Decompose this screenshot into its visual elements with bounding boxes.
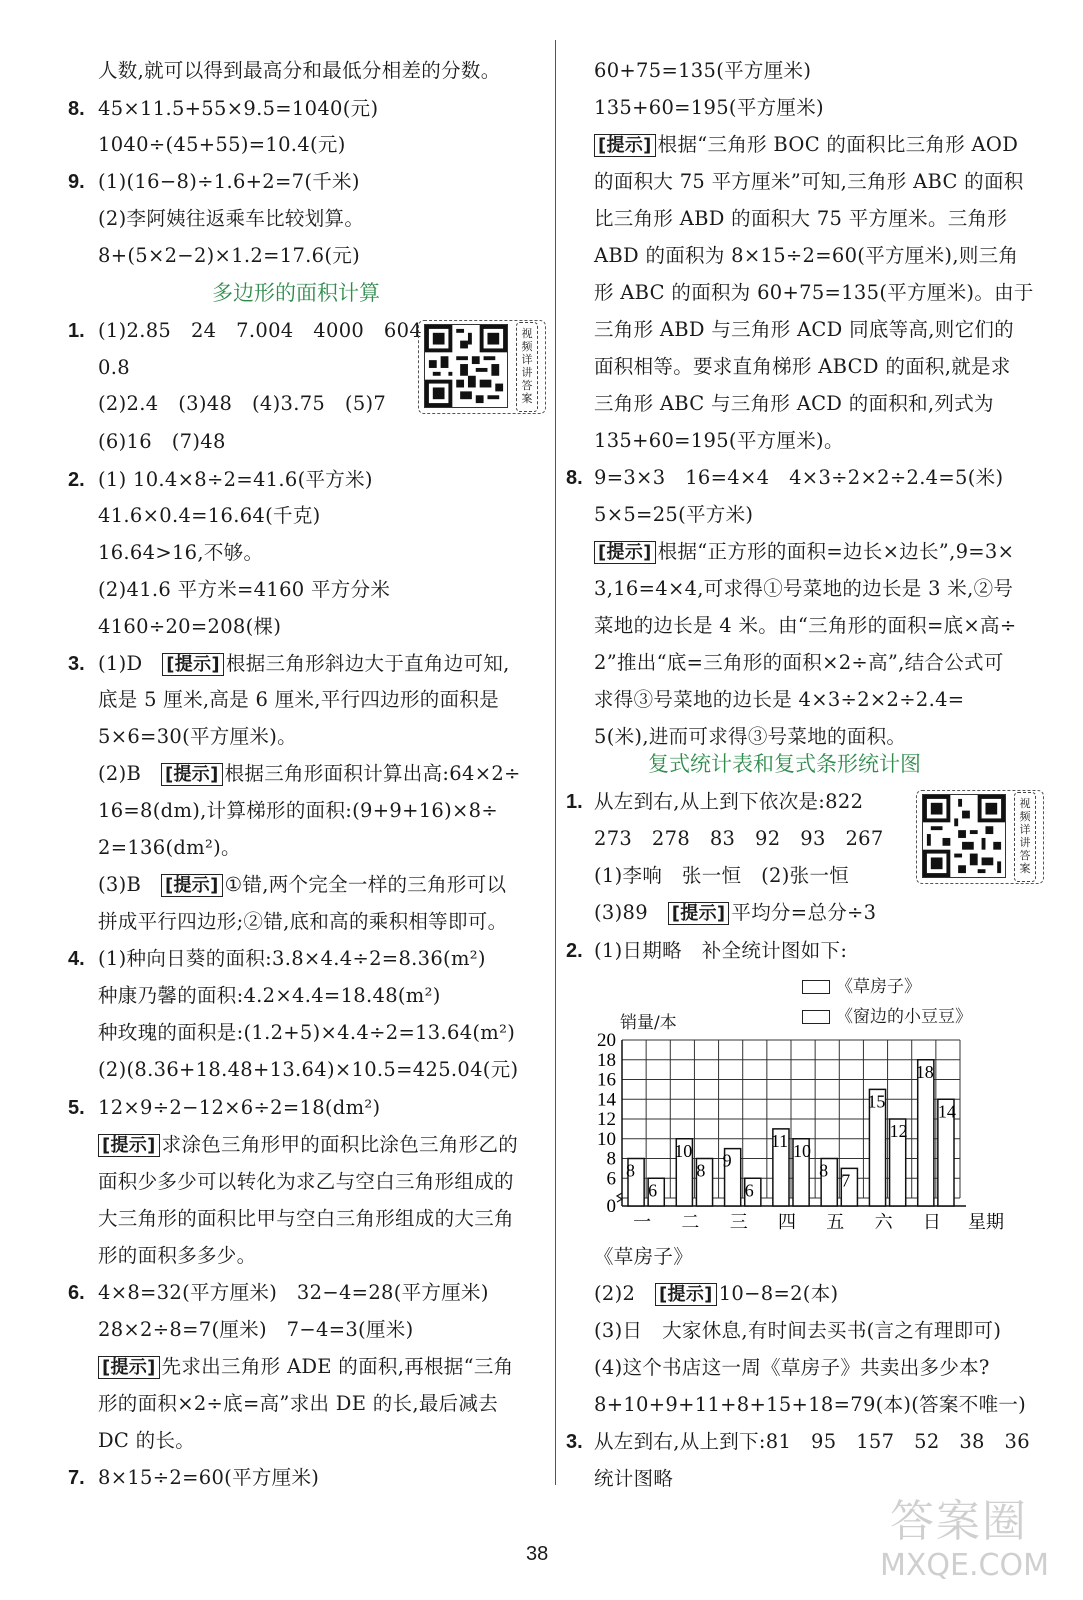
hint-line [98, 1354, 513, 1380]
section-title: 多边形的面积计算 [212, 281, 380, 305]
text-line: 3,16=4×4,可求得①号菜地的边长是 3 米,②号 [594, 577, 1014, 600]
answer-text: (2)2 [594, 1282, 656, 1305]
text-line: 比三角形 ABD 的面积大 75 平方厘米。三角形 [594, 207, 1008, 230]
text-line: (1)(16−8)÷1.6+2=7(千米) [98, 170, 360, 193]
hint-label: [提示] [161, 874, 223, 897]
hint-text: 先求出三角形 ADE 的面积,再根据“三角 [161, 1355, 514, 1378]
question-number: 1. [68, 320, 85, 342]
text-line: 4160÷20=208(棵) [98, 615, 282, 638]
bar-label: 8 [626, 1160, 635, 1181]
text-line: (3)日 大家休息,有时间去买书(言之有理即可) [594, 1319, 1002, 1342]
text-line: 大三角形的面积比甲与空白三角形组成的大三角 [98, 1207, 514, 1230]
text-line: 135+60=195(平方厘米) [594, 96, 824, 119]
x-tick-label: 一 [633, 1212, 652, 1233]
text-line: (2)41.6 平方米=4160 平方分米 [98, 578, 391, 601]
qr-code-icon [424, 324, 508, 408]
qr-label: 视频详讲答案 [516, 322, 538, 412]
text-line: (1)种向日葵的面积:3.8×4.4÷2=8.36(m²) [98, 947, 486, 970]
y-tick-label: 12 [597, 1109, 616, 1130]
question-number: 2. [68, 469, 85, 491]
text-line: 形的面积多多少。 [98, 1244, 257, 1267]
text-line: 人数,就可以得到最高分和最低分相差的分数。 [98, 59, 501, 82]
text-line: (1)李响 张一恒 (2)张一恒 [594, 864, 850, 887]
text-line: 2”推出“底=三角形的面积×2÷高”,结合公式可 [594, 651, 1004, 674]
hint-label: [提示] [594, 134, 656, 157]
chart-ylabel: 销量/本 [620, 1013, 677, 1033]
y-tick-label: 10 [597, 1128, 616, 1150]
question-number: 1. [566, 791, 583, 813]
text-line: 拼成平行四边形;②错,底和高的乘积相等即可。 [98, 910, 508, 933]
question-number: 9. [68, 171, 85, 193]
question-number: 6. [68, 1282, 85, 1304]
bar-label: 8 [819, 1160, 829, 1181]
question-number: 7. [68, 1467, 85, 1489]
text-line: 种玫瑰的面积是:(1.2+5)×4.4÷2=13.64(m²) [98, 1021, 516, 1044]
page-number: 38 [526, 1543, 549, 1565]
y-tick-label: 0 [606, 1196, 616, 1217]
qr-label: 视频详讲答案 [1014, 792, 1036, 882]
text-line: 60+75=135(平方厘米) [594, 59, 812, 82]
y-tick-label: 8 [606, 1148, 616, 1170]
text-line: 1040÷(45+55)=10.4(元) [98, 133, 346, 156]
text-line: 273 278 83 92 93 267 [594, 827, 884, 850]
watermark-url: MXQE.COM [880, 1548, 1049, 1583]
legend-swatch-icon [802, 1010, 830, 1024]
bar-label: 15 [867, 1091, 886, 1112]
text-line: 种康乃馨的面积:4.2×4.4=18.48(m²) [98, 984, 441, 1007]
text-line: 从左到右,从上到下:81 95 157 52 38 36 [594, 1430, 1030, 1453]
bar-label: 14 [937, 1101, 956, 1122]
text-line: 形 ABC 的面积为 60+75=135(平方厘米)。由于 [594, 281, 1034, 304]
answer-text: (3)89 [594, 901, 668, 924]
text-line: 135+60=195(平方厘米)。 [594, 429, 844, 452]
y-tick-label: 6 [606, 1168, 616, 1190]
hint-line [594, 900, 876, 926]
hint-label: [提示] [594, 541, 656, 564]
text-line: (1)日期略 补全统计图如下: [594, 939, 848, 962]
text-line: 《草房子》 [594, 1245, 694, 1268]
text-line: 16=8(dm),计算梯形的面积:(9+9+16)×8÷ [98, 799, 499, 822]
x-tick-label: 二 [681, 1212, 700, 1233]
x-tick-label: 六 [874, 1212, 893, 1233]
text-line: 求得③号菜地的边长是 4×3÷2×2÷2.4= [594, 688, 965, 711]
text-line: 从左到右,从上到下依次是:822 [594, 790, 864, 813]
column-divider [555, 40, 556, 1485]
bar-label: 10 [674, 1140, 693, 1161]
text-line: 三角形 ABC 与三角形 ACD 的面积和,列式为 [594, 392, 994, 415]
y-tick-label: 18 [597, 1049, 616, 1071]
y-tick-label: 20 [597, 1030, 616, 1051]
x-tick-label: 四 [778, 1212, 796, 1233]
text-line: 4×8=32(平方厘米) 32−4=28(平方厘米) [98, 1281, 489, 1304]
hint-text: 根据“三角形 BOC 的面积比三角形 AOD [657, 133, 1019, 156]
hint-line [98, 651, 510, 677]
bar-label: 8 [696, 1160, 706, 1181]
question-number: 3. [68, 653, 85, 675]
text-line: 9=3×3 16=4×4 4×3÷2×2÷2.4=5(米) [594, 466, 1004, 489]
text-line: 2=136(dm²)。 [98, 836, 241, 859]
hint-text: ①错,两个完全一样的三角形可以 [224, 873, 507, 896]
x-tick-label: 日 [922, 1212, 941, 1233]
hint-label: [提示] [161, 763, 223, 786]
question-number: 8. [566, 467, 583, 489]
answer-text: (3)B [98, 873, 161, 896]
text-line: 8×15÷2=60(平方厘米) [98, 1466, 320, 1489]
question-number: 4. [68, 948, 85, 970]
text-line: (1)2.85 24 7.004 4000 604 [98, 319, 423, 342]
watermark-logo: 答案圈 [890, 1496, 1028, 1547]
bar-label: 7 [841, 1170, 851, 1191]
text-line: 5(米),进而可求得③号菜地的面积。 [594, 725, 907, 748]
text-line: (2)(8.36+18.48+13.64)×10.5=425.04(元) [98, 1058, 519, 1081]
text-line: 的面积大 75 平方厘米”可知,三角形 ABC 的面积 [594, 170, 1024, 193]
text-line: 5×5=25(平方米) [594, 503, 754, 526]
legend-label: 《草房子》 [836, 977, 921, 997]
text-line: (6)16 (7)48 [98, 430, 226, 453]
text-line: 8+10+9+11+8+15+18=79(本)(答案不唯一) [594, 1393, 1027, 1416]
section-title: 复式统计表和复式条形统计图 [648, 752, 921, 776]
legend-swatch-icon [802, 980, 830, 994]
hint-label: [提示] [655, 1283, 717, 1306]
hint-label: [提示] [668, 902, 730, 925]
text-line: 底是 5 厘米,高是 6 厘米,平行四边形的面积是 [98, 688, 500, 711]
y-tick-label: 14 [597, 1089, 616, 1111]
x-tick-label: 五 [826, 1212, 845, 1233]
text-line: (2)李阿姨往返乘车比较划算。 [98, 207, 365, 230]
text-line: DC 的长。 [98, 1429, 196, 1452]
hint-label: [提示] [162, 653, 224, 676]
answer-text: (1)D [98, 652, 163, 675]
text-line: 菜地的边长是 4 米。由“三角形的面积=底×高÷ [594, 614, 1017, 637]
hint-label: [提示] [98, 1356, 160, 1379]
text-line: 统计图略 [594, 1467, 674, 1490]
text-line: 5×6=30(平方厘米)。 [98, 725, 297, 748]
question-number: 8. [68, 98, 85, 120]
hint-text: 求涂色三角形甲的面积比涂色三角形乙的 [161, 1133, 519, 1156]
text-line: 面积相等。要求直角梯形 ABCD 的面积,就是求 [594, 355, 1011, 378]
x-tick-label: 三 [729, 1212, 748, 1233]
chart-xlabel: 星期 [968, 1212, 1004, 1233]
legend-item-2 [802, 1002, 972, 1027]
hint-line [594, 132, 1018, 158]
legend-label: 《窗边的小豆豆》 [836, 1007, 972, 1027]
hint-label: [提示] [98, 1134, 160, 1157]
hint-text: 根据三角形斜边大于直角边可知, [225, 652, 510, 675]
question-number: 3. [566, 1431, 583, 1453]
y-tick-label: 16 [597, 1069, 616, 1091]
bar-label: 12 [889, 1121, 908, 1141]
bar-label: 10 [793, 1140, 811, 1161]
text-line: 面积少多少可以转化为求乙与空白三角形组成的 [98, 1170, 514, 1193]
hint-line [98, 761, 521, 787]
text-line: 三角形 ABD 与三角形 ACD 同底等高,则它们的 [594, 318, 1014, 341]
hint-line [98, 872, 506, 898]
text-line: (1) 10.4×8÷2=41.6(平方米) [98, 468, 373, 491]
bar-chart [580, 1026, 1004, 1233]
text-line: ABD 的面积为 8×15÷2=60(平方厘米),则三角 [594, 244, 1019, 267]
question-number: 2. [566, 940, 583, 962]
text-line: 41.6×0.4=16.64(千克) [98, 504, 321, 527]
bar-label: 18 [915, 1061, 934, 1082]
hint-line [98, 1132, 518, 1158]
bar-label: 9 [722, 1150, 732, 1171]
text-line: 16.64>16,不够。 [98, 541, 264, 564]
text-line: 12×9÷2−12×6÷2=18(dm²) [98, 1096, 381, 1119]
qr-code-icon [922, 794, 1006, 878]
text-line: 45×11.5+55×9.5=1040(元) [98, 97, 379, 120]
hint-text: 10−8=2(本) [718, 1282, 839, 1305]
text-line: (2)2.4 (3)48 (4)3.75 (5)7 [98, 392, 387, 415]
text-line: 形的面积×2÷底=高”求出 DE 的长,最后减去 [98, 1392, 499, 1415]
hint-text: 平均分=总分÷3 [731, 901, 877, 924]
text-line: (4)这个书店这一周《草房子》共卖出多少本? [594, 1356, 990, 1379]
hint-text: 根据三角形面积计算出高:64×2÷ [224, 762, 521, 785]
question-number: 5. [68, 1097, 85, 1119]
text-line: 0.8 [98, 356, 130, 379]
hint-line [594, 1281, 838, 1307]
answer-text: (2)B [98, 762, 161, 785]
hint-line [594, 539, 1014, 565]
text-line: 28×2÷8=7(厘米) 7−4=3(厘米) [98, 1318, 414, 1341]
bar-label: 11 [770, 1130, 789, 1151]
hint-text: 根据“正方形的面积=边长×边长”,9=3× [657, 540, 1015, 563]
bar-label: 6 [744, 1180, 754, 1201]
legend-item-1 [802, 972, 921, 997]
text-line: 8+(5×2−2)×1.2=17.6(元) [98, 244, 360, 267]
bar-label: 6 [648, 1180, 658, 1201]
